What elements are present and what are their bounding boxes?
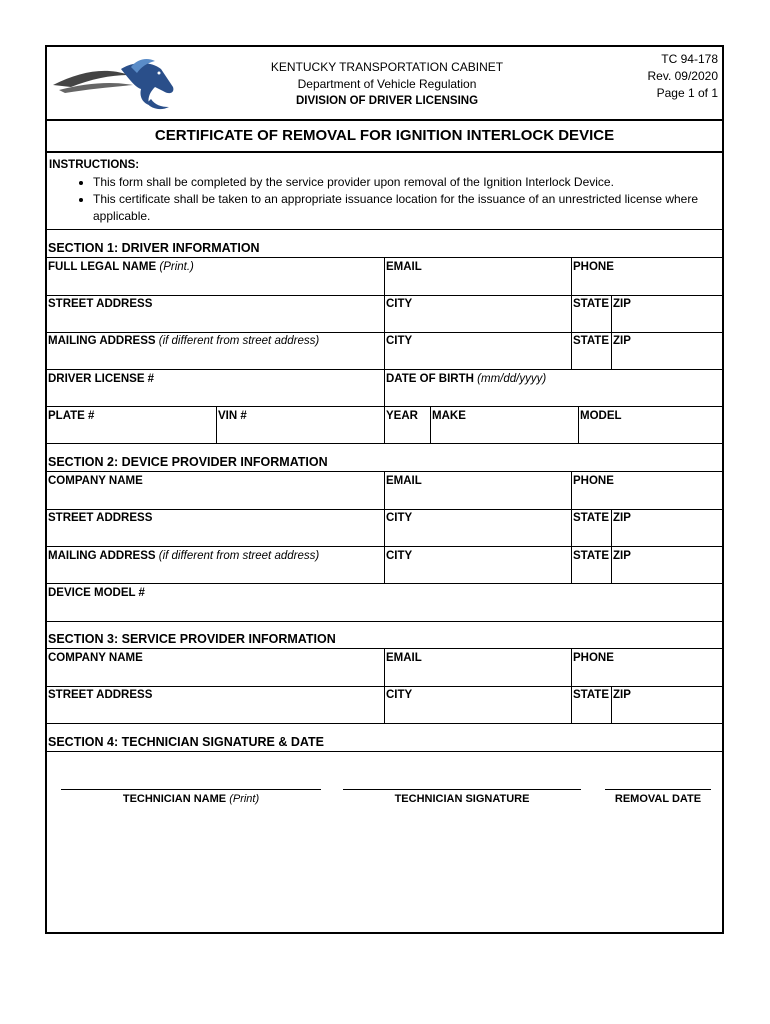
instructions — [49, 157, 719, 225]
header-form-info — [648, 51, 719, 102]
provider-company-name-field[interactable]: COMPANY NAME — [48, 475, 143, 487]
service-phone-field[interactable]: PHONE — [573, 652, 614, 664]
divider — [571, 257, 572, 369]
driver-street-address-field[interactable]: STREET ADDRESS — [48, 298, 153, 310]
provider-state-field[interactable]: STATE — [573, 512, 609, 524]
driver-mailing-zip-field[interactable]: ZIP — [613, 335, 631, 347]
instruction-item: • This certificate shall be taken to an appropriate issuance location for the issuance of an unrestricted license where applicable. — [93, 191, 719, 225]
provider-mailing-city-field[interactable]: CITY — [386, 550, 413, 562]
page-number: Page 1 of 1 — [656, 86, 718, 100]
divider — [611, 509, 612, 583]
service-city-field[interactable]: CITY — [386, 689, 413, 701]
divider — [47, 443, 722, 444]
service-email-field[interactable]: EMAIL — [386, 652, 422, 664]
instructions-heading: INSTRUCTIONS: — [49, 159, 140, 171]
driver-mailing-city-field[interactable]: CITY — [386, 335, 413, 347]
removal-date-line[interactable] — [605, 789, 711, 790]
header-agency-block — [257, 59, 517, 110]
provider-zip-field[interactable]: ZIP — [613, 512, 631, 524]
department-name: Department of Vehicle Regulation — [297, 77, 477, 91]
service-company-name-field[interactable]: COMPANY NAME — [48, 652, 143, 664]
provider-email-field[interactable]: EMAIL — [386, 475, 422, 487]
title-divider — [47, 151, 722, 153]
divider — [578, 406, 579, 443]
year-field[interactable]: YEAR — [386, 410, 418, 422]
provider-mailing-state-field[interactable]: STATE — [573, 550, 609, 562]
horse-head-logo-icon — [51, 57, 183, 113]
divider — [216, 406, 217, 443]
model-field[interactable]: MODEL — [580, 410, 622, 422]
plate-field[interactable]: PLATE # — [48, 410, 95, 422]
divider — [571, 471, 572, 583]
provider-city-field[interactable]: CITY — [386, 512, 413, 524]
service-street-address-field[interactable]: STREET ADDRESS — [48, 689, 153, 701]
device-model-field[interactable]: DEVICE MODEL # — [48, 587, 145, 599]
form-number: TC 94-178 — [661, 52, 718, 66]
divider — [47, 621, 722, 622]
driver-license-field[interactable]: DRIVER LICENSE # — [48, 373, 155, 385]
provider-mailing-zip-field[interactable]: ZIP — [613, 550, 631, 562]
driver-mailing-state-field[interactable]: STATE — [573, 335, 609, 347]
provider-phone-field[interactable]: PHONE — [573, 475, 614, 487]
technician-name-label: TECHNICIAN NAME (Print) — [122, 793, 260, 805]
divider — [611, 295, 612, 369]
date-of-birth-field[interactable]: DATE OF BIRTH (mm/dd/yyyy) — [386, 373, 547, 385]
section-4-heading: SECTION 4: TECHNICIAN SIGNATURE & DATE — [48, 735, 324, 749]
divider — [611, 686, 612, 723]
section-2-heading: SECTION 2: DEVICE PROVIDER INFORMATION — [48, 455, 328, 469]
driver-phone-field[interactable]: PHONE — [573, 261, 614, 273]
divider — [47, 583, 722, 584]
form-title: CERTIFICATE OF REMOVAL FOR IGNITION INTERLOCK DEVICE — [154, 127, 615, 144]
divider — [384, 257, 385, 443]
divider — [384, 648, 385, 723]
vin-field[interactable]: VIN # — [218, 410, 247, 422]
revision-date: Rev. 09/2020 — [647, 69, 718, 83]
divider — [430, 406, 431, 443]
full-legal-name-field[interactable]: FULL LEGAL NAME (Print.) — [48, 261, 194, 273]
service-state-field[interactable]: STATE — [573, 689, 609, 701]
service-zip-field[interactable]: ZIP — [613, 689, 631, 701]
section-1-heading: SECTION 1: DRIVER INFORMATION — [48, 241, 260, 255]
technician-signature-line[interactable] — [343, 789, 581, 790]
driver-mailing-address-field[interactable]: MAILING ADDRESS (if different from street address) — [48, 335, 320, 347]
agency-name: KENTUCKY TRANSPORTATION CABINET — [270, 60, 504, 74]
division-name: DIVISION OF DRIVER LICENSING — [295, 95, 479, 107]
provider-mailing-address-field[interactable]: MAILING ADDRESS (if different from street address) — [48, 550, 320, 562]
driver-zip-field[interactable]: ZIP — [613, 298, 631, 310]
technician-signature-label: TECHNICIAN SIGNATURE — [394, 793, 530, 805]
driver-email-field[interactable]: EMAIL — [386, 261, 422, 273]
driver-city-field[interactable]: CITY — [386, 298, 413, 310]
divider — [47, 751, 722, 752]
technician-name-line[interactable] — [61, 789, 321, 790]
certificate-form — [45, 45, 724, 934]
header-divider — [47, 119, 722, 121]
make-field[interactable]: MAKE — [432, 410, 466, 422]
divider — [384, 471, 385, 583]
provider-street-address-field[interactable]: STREET ADDRESS — [48, 512, 153, 524]
instruction-item: • This form shall be completed by the service provider upon removal of the Ignition Interlock Device. — [93, 174, 719, 191]
divider — [47, 723, 722, 724]
driver-state-field[interactable]: STATE — [573, 298, 609, 310]
removal-date-label: REMOVAL DATE — [614, 793, 702, 805]
divider — [571, 648, 572, 723]
section-3-heading: SECTION 3: SERVICE PROVIDER INFORMATION — [48, 632, 336, 646]
divider — [47, 229, 722, 230]
